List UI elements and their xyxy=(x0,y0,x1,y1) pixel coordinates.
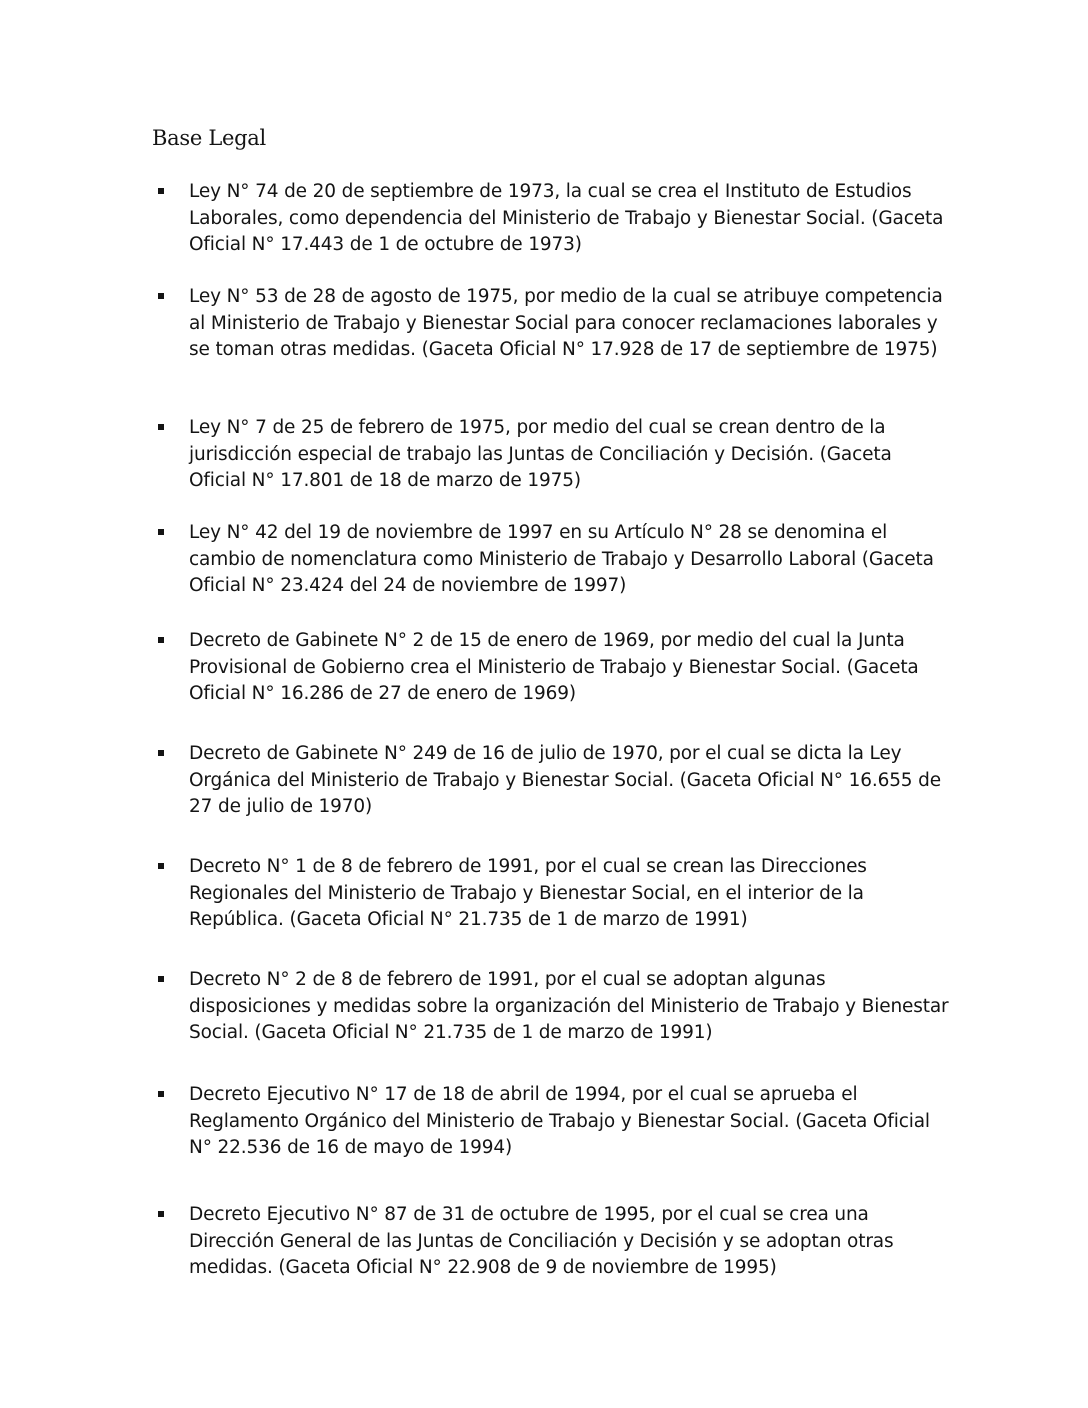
list-item xyxy=(189,179,949,259)
list-item xyxy=(189,1202,949,1282)
list-item xyxy=(189,741,949,821)
list-item xyxy=(189,415,949,495)
list-item xyxy=(189,628,949,708)
bullet-icon xyxy=(158,637,164,643)
bullet-icon xyxy=(158,529,164,535)
list-item-text: Ley N° 74 de 20 de septiembre de 1973, la cual se crea el Instituto de Estudios Laborales, como dependencia del Ministerio de Trabajo y Bienestar Social. (Gaceta Oficial N° 17.443 de 1 de octubre de 1973) xyxy=(189,181,944,256)
list-item-text: Decreto de Gabinete N° 249 de 16 de julio de 1970, por el cual se dicta la Ley Orgánica del Ministerio de Trabajo y Bienestar Social. (Gaceta Oficial N° 16.655 de 27 de julio de 1970) xyxy=(189,743,941,818)
bullet-icon xyxy=(158,1211,164,1217)
list-item xyxy=(189,284,949,364)
list-item-text: Decreto N° 2 de 8 de febrero de 1991, por el cual se adoptan algunas disposiciones y medidas sobre la organización del Ministerio de Trabajo y Bienestar Social. (Gaceta Oficial N° 21.735 de 1 de marzo de 1991) xyxy=(189,969,949,1044)
list-item-text: Ley N° 53 de 28 de agosto de 1975, por medio de la cual se atribuye competencia al Ministerio de Trabajo y Bienestar Social para conocer reclamaciones laborales y se toman otras medidas. (Gaceta Oficial N° 17.928 de 17 de septiembre de 1975) xyxy=(189,286,943,361)
list-item-text: Decreto Ejecutivo N° 87 de 31 de octubre de 1995, por el cual se crea una Dirección General de las Juntas de Conciliación y Decisión y se adoptan otras medidas. (Gaceta Oficial N° 22.908 de 9 de noviembre de 1995) xyxy=(189,1204,894,1279)
list-item-text: Decreto de Gabinete N° 2 de 15 de enero de 1969, por medio del cual la Junta Provisional de Gobierno crea el Ministerio de Trabajo y Bienestar Social. (Gaceta Oficial N° 16.286 de 27 de enero de 1969) xyxy=(189,630,919,705)
list-item xyxy=(189,1082,949,1162)
list-item xyxy=(189,854,949,934)
bullet-icon xyxy=(158,1091,164,1097)
list-item-text: Ley N° 7 de 25 de febrero de 1975, por medio del cual se crean dentro de la jurisdicción especial de trabajo las Juntas de Conciliación y Decisión. (Gaceta Oficial N° 17.801 de 18 de marzo de 1975) xyxy=(189,417,892,492)
bullet-icon xyxy=(158,976,164,982)
list-item xyxy=(189,520,949,600)
bullet-icon xyxy=(158,293,164,299)
list-item-text: Ley N° 42 del 19 de noviembre de 1997 en su Artículo N° 28 se denomina el cambio de nomenclatura como Ministerio de Trabajo y Desarrollo Laboral (Gaceta Oficial N° 23.424 del 24 de noviembre de 1997) xyxy=(189,522,934,597)
list-item-text: Decreto N° 1 de 8 de febrero de 1991, por el cual se crean las Direcciones Regionales del Ministerio de Trabajo y Bienestar Social, en el interior de la República. (Gaceta Oficial N° 21.735 de 1 de marzo de 1991) xyxy=(189,856,867,931)
bullet-icon xyxy=(158,188,164,194)
list-item-text: Decreto Ejecutivo N° 17 de 18 de abril de 1994, por el cual se aprueba el Reglamento Orgánico del Ministerio de Trabajo y Bienestar Social. (Gaceta Oficial N° 22.536 de 16 de mayo de 1994) xyxy=(189,1084,930,1159)
bullet-icon xyxy=(158,424,164,430)
bullet-icon xyxy=(158,750,164,756)
list-item xyxy=(189,967,949,1047)
bullet-icon xyxy=(158,863,164,869)
page-heading: Base Legal xyxy=(152,126,266,150)
